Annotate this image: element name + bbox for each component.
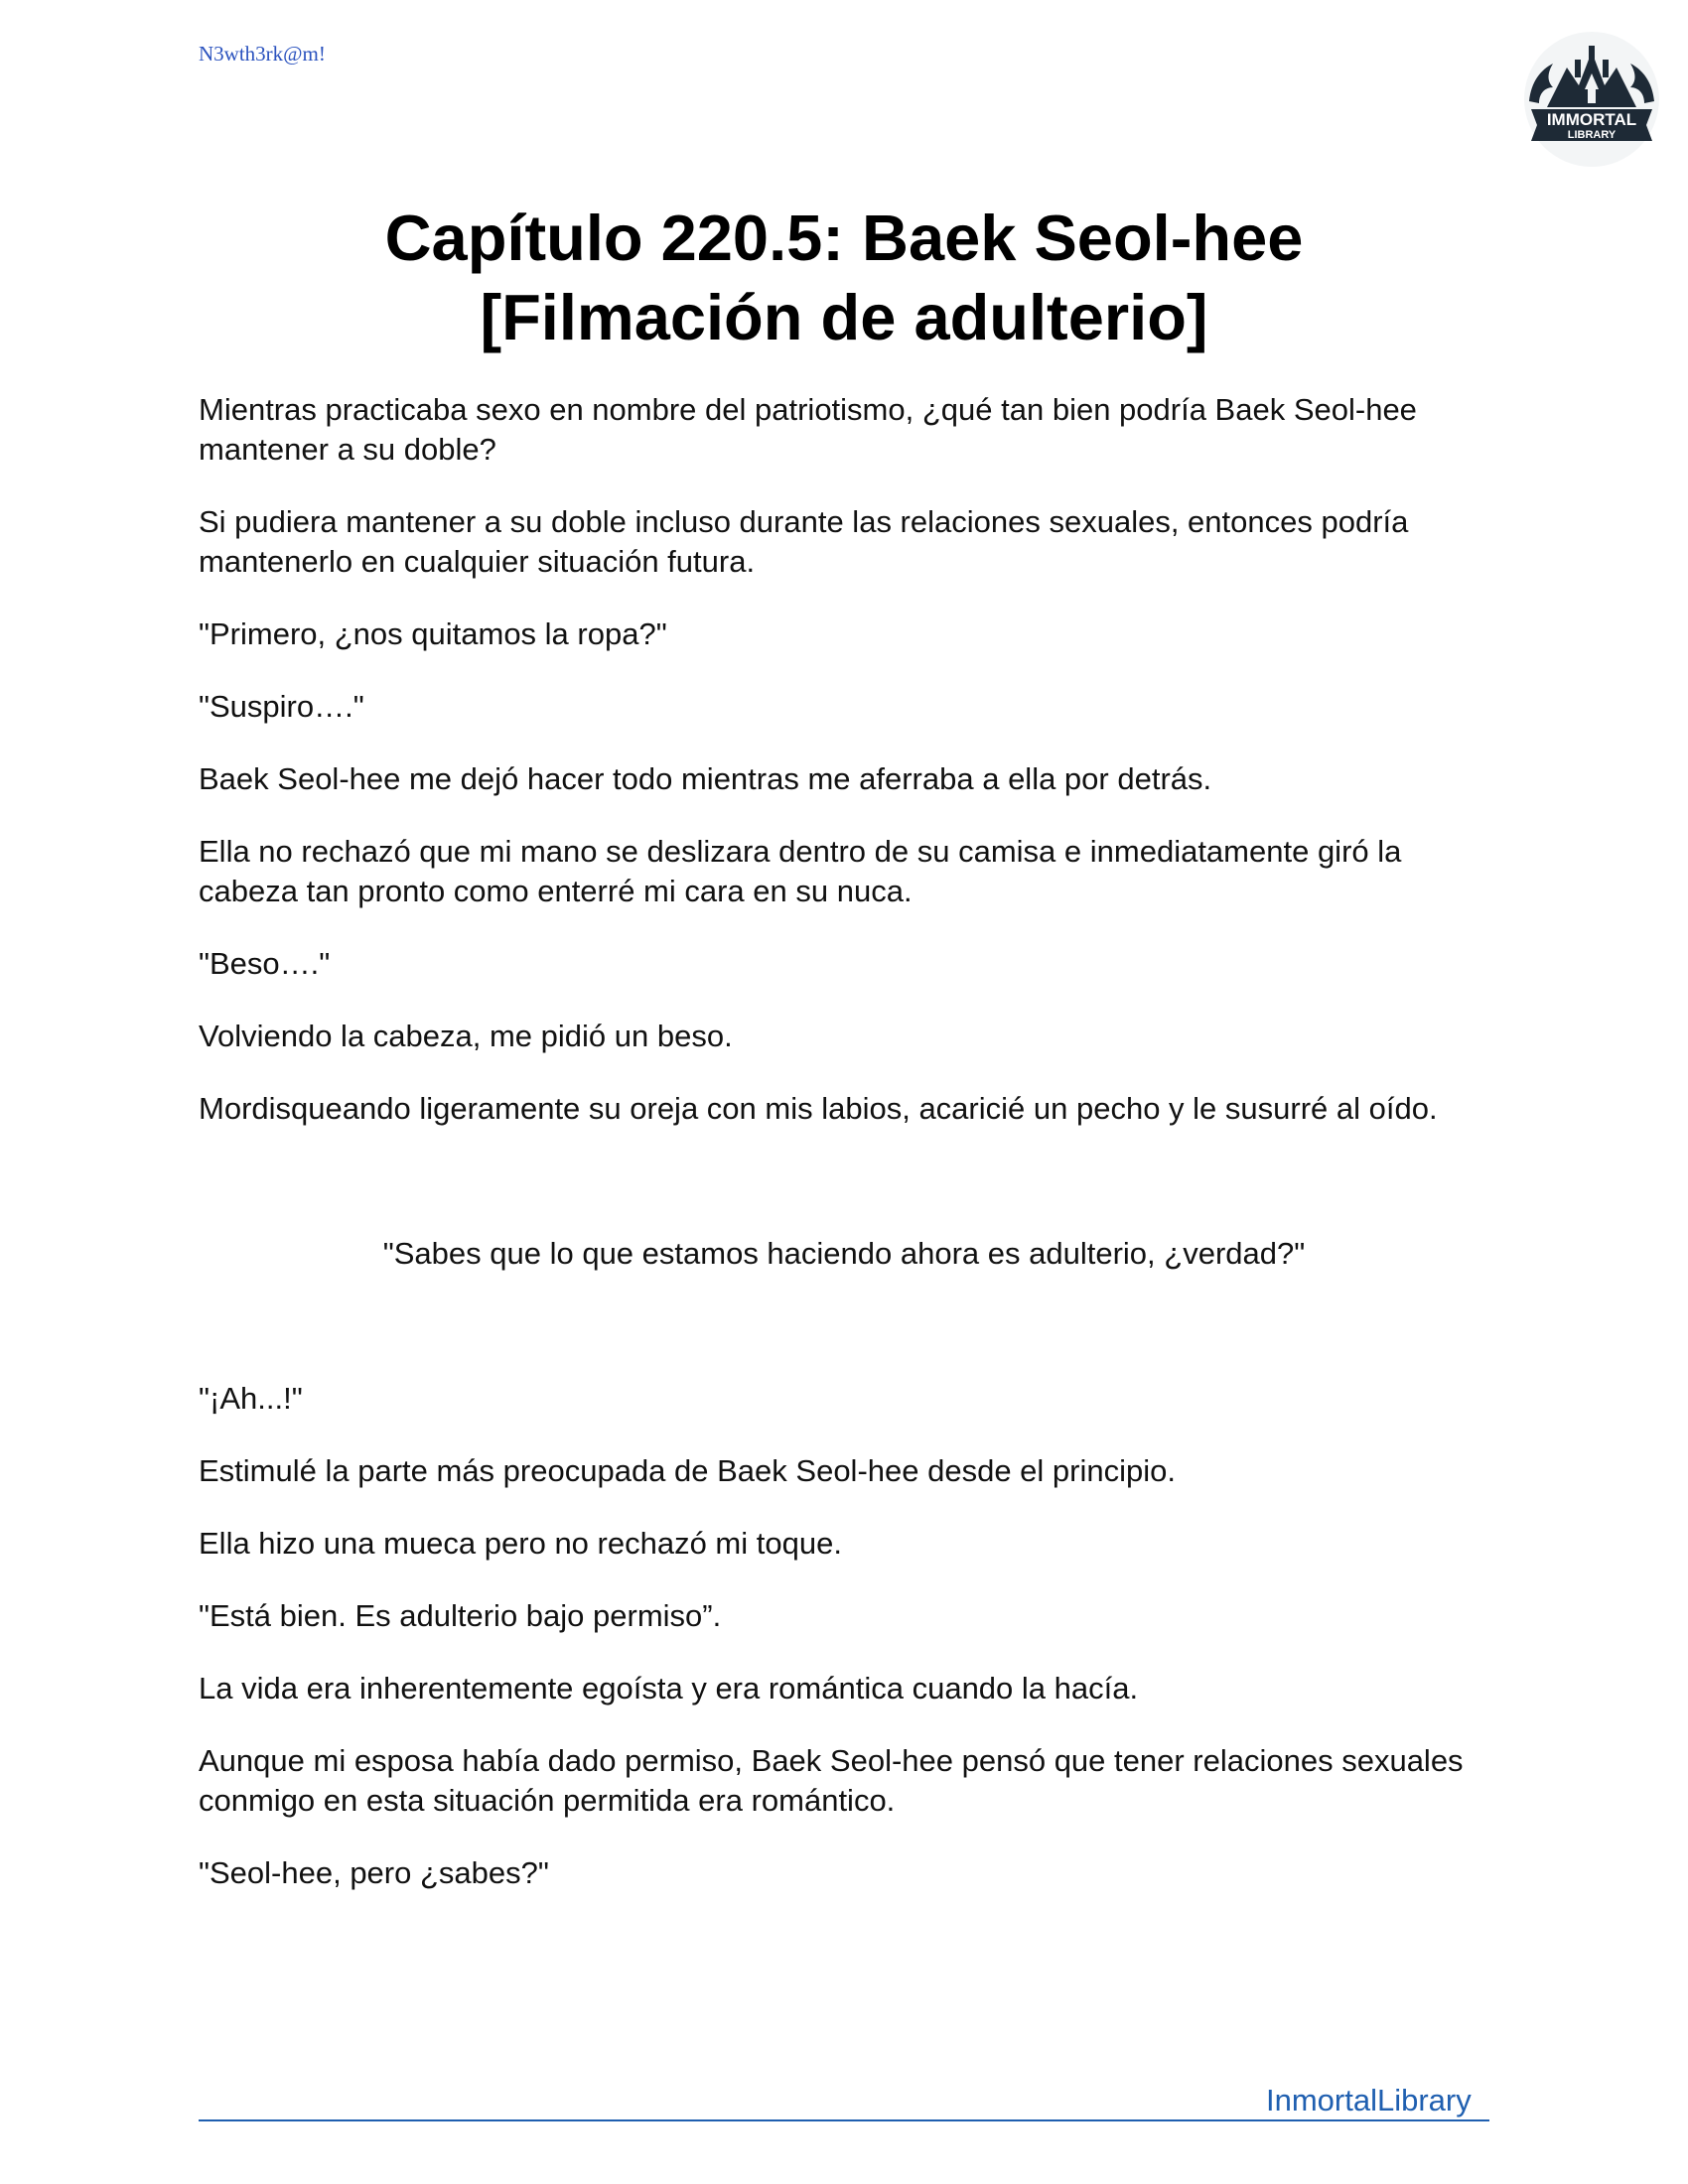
- chapter-title: [199, 199, 1489, 357]
- logo-line1: IMMORTAL: [1546, 110, 1637, 129]
- paragraph: Si pudiera mantener a su doble incluso durante las relaciones sexuales, entonces podría mantenerlo en cualquier situación futura.: [199, 504, 1409, 579]
- paragraph: La vida era inherentemente egoísta y era romántica cuando la hacía.: [199, 1671, 1139, 1706]
- footer-divider: [199, 2119, 1489, 2121]
- paragraph: "¡Ah...!": [199, 1381, 303, 1416]
- centered-quote: "Sabes que lo que estamos haciendo ahora es adulterio, ¿verdad?": [382, 1236, 1306, 1271]
- paragraph: Ella hizo una mueca pero no rechazó mi toque.: [199, 1526, 842, 1561]
- logo-line2: LIBRARY: [1567, 129, 1617, 141]
- paragraph: Ella no rechazó que mi mano se deslizara dentro de su camisa e inmediatamente giró la cabeza tan pronto como enterré mi cara en su nuca.: [199, 834, 1402, 908]
- immortal-library-logo: [1517, 30, 1666, 169]
- paragraph: Baek Seol-hee me dejó hacer todo mientras me aferraba a ella por detrás.: [199, 761, 1212, 796]
- paragraph: "Beso….": [199, 946, 331, 981]
- chapter-title-line1: Capítulo 220.5: Baek Seol-hee: [384, 202, 1304, 274]
- paragraph: Volviendo la cabeza, me pidió un beso.: [199, 1019, 733, 1053]
- footer-link[interactable]: InmortalLibrary: [1266, 2083, 1472, 2117]
- paragraph: Mordisqueando ligeramente su oreja con mis labios, acaricié un pecho y le susurré al oído.: [199, 1091, 1438, 1126]
- watermark-text: N3wth3rk@m!: [199, 42, 326, 66]
- paragraph: Estimulé la parte más preocupada de Baek Seol-hee desde el principio.: [199, 1453, 1176, 1488]
- paragraph: "Está bien. Es adulterio bajo permiso”.: [199, 1598, 722, 1633]
- chapter-title-line2: [Filmación de adulterio]: [480, 281, 1208, 353]
- paragraph: Mientras practicaba sexo en nombre del patriotismo, ¿qué tan bien podría Baek Seol-hee mantener a su doble?: [199, 392, 1417, 467]
- paragraph: "Suspiro….": [199, 689, 364, 724]
- paragraph: Aunque mi esposa había dado permiso, Baek Seol-hee pensó que tener relaciones sexuales conmigo en esta situación permitida era romántico.: [199, 1743, 1464, 1818]
- paragraph: "Primero, ¿nos quitamos la ropa?": [199, 616, 667, 651]
- chapter-body: [199, 390, 1489, 1926]
- paragraph: "Seol-hee, pero ¿sabes?": [199, 1855, 549, 1890]
